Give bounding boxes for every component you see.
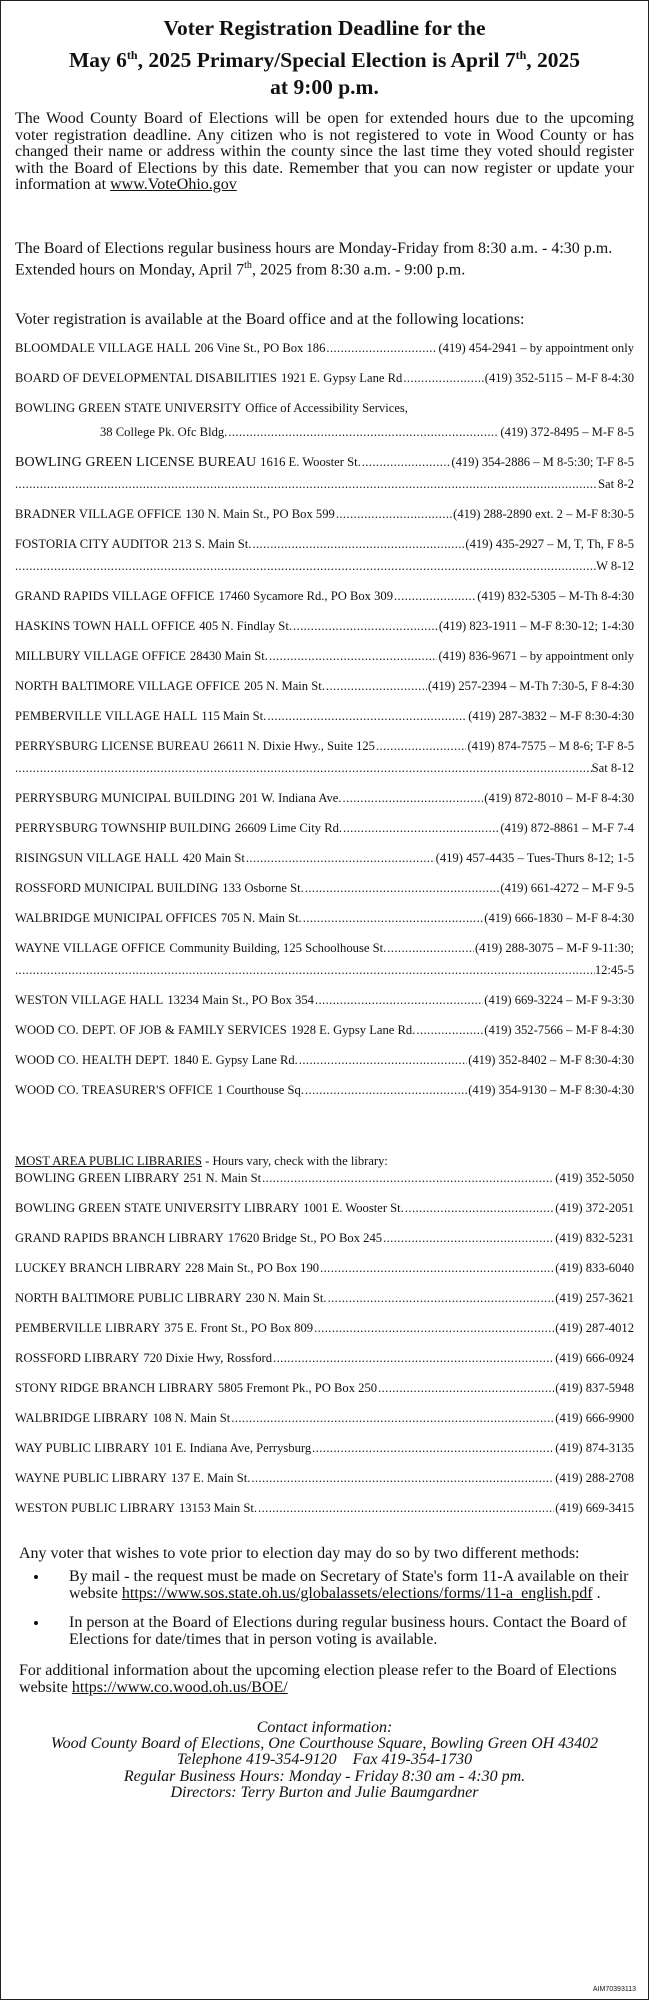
location-address: 26609 Lime City Rd. <box>235 820 343 835</box>
location-address: 1616 E. Wooster St. <box>260 454 361 469</box>
dot-leader <box>15 559 596 574</box>
library-address: 108 N. Main St <box>152 1410 231 1425</box>
location-name: WOOD CO. DEPT. OF JOB & FAMILY SERVICES <box>15 1022 287 1037</box>
library-name: WESTON PUBLIC LIBRARY <box>15 1500 176 1515</box>
location-item <box>15 941 634 963</box>
dot-leader <box>383 1231 554 1246</box>
library-name: WALBRIDGE LIBRARY <box>15 1410 149 1425</box>
location-hours-continued <box>15 477 634 507</box>
dot-leader <box>312 1441 554 1456</box>
dot-leader <box>231 1411 554 1426</box>
library-address: 1001 E. Wooster St. <box>303 1200 404 1215</box>
vote-by-mail-item: • By mail - the request must be made on Secretary of State's form 11-A available on their website https://www.sos.state.oh.us/globalassets/elections/forms/11-a_english.pdf . <box>49 1568 630 1602</box>
vote-in-person-item: • In person at the Board of Elections during regular business hours. Contact the Board of Elections for date/times that in person voting is available. <box>49 1614 630 1648</box>
contact-directors: Directors: Terry Burton and Julie Baumgardner <box>170 1783 479 1801</box>
location-hours-continued <box>15 761 634 791</box>
location-item <box>15 589 634 619</box>
library-item <box>15 1291 634 1321</box>
location-name: BLOOMDALE VILLAGE HALL <box>15 340 191 355</box>
location-item <box>15 1023 634 1053</box>
location-name: NORTH BALTIMORE VILLAGE OFFICE <box>15 678 241 693</box>
dot-leader <box>326 341 437 356</box>
location-name: WOOD CO. HEALTH DEPT. <box>15 1052 170 1067</box>
dot-leader <box>269 649 438 664</box>
more-info-paragraph: For additional information about the upcoming election please refer to the Board of Elections website https://www.co.wood.oh.us/BOE/ <box>19 1661 617 1696</box>
location-item <box>15 537 634 559</box>
location-address: 133 Osborne St. <box>222 880 304 895</box>
location-address: 213 S. Main St. <box>172 536 252 551</box>
location-item <box>15 401 634 425</box>
dot-leader <box>228 425 499 440</box>
dot-leader <box>362 455 451 470</box>
location-item <box>15 679 634 709</box>
location-name: PERRYSBURG TOWNSHIP BUILDING <box>15 820 231 835</box>
dot-leader <box>293 619 438 634</box>
location-name: PERRYSBURG MUNICIPAL BUILDING <box>15 790 236 805</box>
location-item <box>15 821 634 851</box>
library-phone: (419) 257-3621 <box>555 1290 634 1305</box>
library-name: LUCKEY BRANCH LIBRARY <box>15 1260 182 1275</box>
location-hours-extra: 12:45-5 <box>594 962 634 977</box>
boe-website-link[interactable]: https://www.co.wood.oh.us/BOE/ <box>71 1678 288 1696</box>
libraries-list <box>15 1171 634 1531</box>
location-name: BOWLING GREEN LICENSE BUREAU <box>15 454 257 470</box>
location-item <box>15 739 634 761</box>
dot-leader <box>394 589 476 604</box>
location-address: 17460 Sycamore Rd., PO Box 309 <box>218 588 393 603</box>
location-item-continued <box>15 425 634 455</box>
location-address: 13234 Main St., PO Box 354 <box>167 992 314 1007</box>
location-address: 405 N. Findlay St. <box>199 618 292 633</box>
library-item <box>15 1351 634 1381</box>
library-phone: (419) 837-5948 <box>555 1380 634 1395</box>
location-phone-hours: (419) 354-9130 – M-F 8:30-4:30 <box>468 1082 634 1097</box>
dot-leader <box>387 941 474 956</box>
dot-leader <box>252 537 464 552</box>
location-phone-hours: (419) 288-3075 – M-F 9-11:30; <box>474 940 634 955</box>
title-line-1: Voter Registration Deadline for the <box>163 16 486 40</box>
location-item <box>15 619 634 649</box>
location-name: HASKINS TOWN HALL OFFICE <box>15 618 196 633</box>
location-item <box>15 1053 634 1083</box>
location-item <box>15 507 634 537</box>
library-address: 228 Main St., PO Box 190 <box>185 1260 320 1275</box>
location-item <box>15 993 634 1023</box>
form-11a-link[interactable]: https://www.sos.state.oh.us/globalassets/elections/forms/11-a_english.pdf <box>121 1584 593 1602</box>
location-item <box>15 851 634 881</box>
location-name: WESTON VILLAGE HALL <box>15 992 164 1007</box>
early-voting-methods <box>19 1568 630 1648</box>
registration-locations-list <box>15 341 634 1113</box>
location-phone-hours: (419) 352-5115 – M-F 8-4:30 <box>484 370 634 385</box>
location-address: Community Building, 125 Schoolhouse St. <box>169 940 387 955</box>
library-item <box>15 1411 634 1441</box>
location-address-line-2: 38 College Pk. Ofc Bldg. <box>100 424 228 439</box>
location-phone-hours: (419) 872-8861 – M-F 7-4 <box>500 820 634 835</box>
library-phone: (419) 669-3415 <box>555 1500 634 1515</box>
location-phone-hours: (419) 454-2941 – by appointment only <box>438 340 634 355</box>
location-phone-hours: (419) 457-4435 – Tues-Thurs 8-12; 1-5 <box>435 850 634 865</box>
dot-leader <box>403 371 483 386</box>
location-address: 705 N. Main St. <box>220 910 302 925</box>
location-item <box>15 371 634 401</box>
location-address: 420 Main St <box>182 850 245 865</box>
location-name: WALBRIDGE MUNICIPAL OFFICES <box>15 910 217 925</box>
location-address: 1928 E. Gypsy Lane Rd. <box>290 1022 416 1037</box>
dot-leader <box>328 1291 555 1306</box>
library-phone: (419) 372-2051 <box>555 1200 634 1215</box>
location-name: PEMBERVILLE VILLAGE HALL <box>15 708 198 723</box>
location-hours-extra: Sat 8-12 <box>591 760 634 775</box>
libraries-heading: MOST AREA PUBLIC LIBRARIES - Hours vary, check with the library: <box>15 1153 388 1168</box>
location-phone-hours: (419) 666-1830 – M-F 8-4:30 <box>484 910 634 925</box>
library-name: BOWLING GREEN STATE UNIVERSITY LIBRARY <box>15 1200 300 1215</box>
location-phone-hours: (419) 352-8402 – M-F 8:30-4:30 <box>468 1052 634 1067</box>
dot-leader <box>299 1053 467 1068</box>
library-address: 17620 Bridge St., PO Box 245 <box>227 1230 383 1245</box>
dot-leader <box>273 1351 554 1366</box>
location-item <box>15 1083 634 1113</box>
library-name: WAYNE PUBLIC LIBRARY <box>15 1470 167 1485</box>
availability-text: Voter registration is available at the Board office and at the following locations: <box>15 310 525 328</box>
dot-leader <box>15 761 592 776</box>
location-address: 1840 E. Gypsy Lane Rd. <box>173 1052 298 1067</box>
dot-leader <box>262 1171 554 1186</box>
intro-paragraph: The Wood County Board of Elections will be open for extended hours due to the upcoming voter registration deadline. Any citizen who is not registered to vote in Wood County or has changed their name or address within the county since the last time they voted should register with the Board of Elections by this date. Remember that you can now register or update your information at www.VoteOhio.gov <box>15 110 634 194</box>
library-address: 720 Dixie Hwy, Rossford <box>143 1350 273 1365</box>
ad-code: AIM70393113 <box>592 1986 636 1993</box>
location-name: WOOD CO. TREASURER'S OFFICE <box>15 1082 213 1097</box>
dot-leader <box>251 1471 554 1486</box>
location-phone-hours: (419) 372-8495 – M-F 8-5 <box>500 424 634 439</box>
library-address: 101 E. Indiana Ave, Perrysburg <box>153 1440 312 1455</box>
dot-leader <box>405 1201 554 1216</box>
location-address: 205 N. Main St. <box>244 678 325 693</box>
dot-leader <box>303 911 484 926</box>
library-address: 13153 Main St. <box>179 1500 258 1515</box>
location-name: PERRYSBURG LICENSE BUREAU <box>15 738 210 753</box>
library-item <box>15 1471 634 1501</box>
voteohio-link[interactable]: www.VoteOhio.gov <box>110 176 237 194</box>
dot-leader <box>320 1261 554 1276</box>
library-item <box>15 1321 634 1351</box>
dot-leader <box>258 1501 554 1516</box>
library-item <box>15 1231 634 1261</box>
location-phone-hours: (419) 836-9671 – by appointment only <box>438 648 634 663</box>
library-name: NORTH BALTIMORE PUBLIC LIBRARY <box>15 1290 242 1305</box>
dot-leader <box>305 1083 467 1098</box>
library-address: 5805 Fremont Pk., PO Box 250 <box>217 1380 378 1395</box>
early-voting-section <box>15 1545 634 1648</box>
early-voting-intro: Any voter that wishes to vote prior to election day may do so by two different methods: <box>19 1544 580 1562</box>
location-address: 26611 N. Dixie Hwy., Suite 125 <box>213 738 375 753</box>
library-phone: (419) 666-9900 <box>555 1410 634 1425</box>
library-address: 375 E. Front St., PO Box 809 <box>164 1320 314 1335</box>
page-title <box>15 15 634 101</box>
location-address: 130 N. Main St., PO Box 599 <box>185 506 335 521</box>
library-item <box>15 1201 634 1231</box>
dot-leader <box>305 881 500 896</box>
location-phone-hours: (419) 287-3832 – M-F 8:30-4:30 <box>468 708 634 723</box>
library-item <box>15 1171 634 1201</box>
dot-leader <box>15 477 598 492</box>
library-address: 230 N. Main St. <box>245 1290 327 1305</box>
contact-block <box>15 1720 634 1801</box>
location-address: 206 Vine St., PO Box 186 <box>194 340 326 355</box>
library-name: GRAND RAPIDS BRANCH LIBRARY <box>15 1230 224 1245</box>
contact-heading: Contact information: <box>256 1718 393 1736</box>
location-name: BOARD OF DEVELOPMENTAL DISABILITIES <box>15 370 277 385</box>
library-phone: (419) 832-5231 <box>555 1230 634 1245</box>
library-name: WAY PUBLIC LIBRARY <box>15 1440 150 1455</box>
location-hours-continued <box>15 963 634 993</box>
location-address: 115 Main St. <box>201 708 267 723</box>
location-address: Office of Accessibility Services, <box>245 400 408 415</box>
location-name: BOWLING GREEN STATE UNIVERSITY <box>15 400 242 415</box>
location-name: ROSSFORD MUNICIPAL BUILDING <box>15 880 219 895</box>
location-phone-hours: (419) 354-2886 – M 8-5:30; T-F 8-5 <box>451 454 634 469</box>
location-name: FOSTORIA CITY AUDITOR <box>15 536 169 551</box>
location-phone-hours: (419) 288-2890 ext. 2 – M-F 8:30-5 <box>453 506 634 521</box>
library-phone: (419) 352-5050 <box>555 1170 634 1185</box>
library-name: BOWLING GREEN LIBRARY <box>15 1170 180 1185</box>
library-phone: (419) 287-4012 <box>555 1320 634 1335</box>
location-phone-hours: (419) 823-1911 – M-F 8:30-12; 1-4:30 <box>438 618 634 633</box>
contact-address: Wood County Board of Elections, One Courthouse Square, Bowling Green OH 43402 <box>50 1735 599 1753</box>
library-item <box>15 1441 634 1471</box>
location-phone-hours: (419) 257-2394 – M-Th 7:30-5, F 8-4:30 <box>427 678 634 693</box>
library-name: PEMBERVILLE LIBRARY <box>15 1320 161 1335</box>
library-item <box>15 1501 634 1531</box>
location-phone-hours: (419) 352-7566 – M-F 8-4:30 <box>484 1022 634 1037</box>
dot-leader <box>15 963 595 978</box>
location-hours-continued <box>15 559 634 589</box>
library-name: ROSSFORD LIBRARY <box>15 1350 140 1365</box>
library-phone: (419) 666-0924 <box>555 1350 634 1365</box>
location-item <box>15 911 634 941</box>
location-item <box>15 709 634 739</box>
title-line-2: May 6th, 2025 Primary/Special Election is April 7th, 2025 <box>68 48 581 73</box>
dot-leader <box>246 851 435 866</box>
dot-leader <box>378 1381 554 1396</box>
dot-leader <box>416 1023 483 1038</box>
dot-leader <box>376 739 467 754</box>
contact-hours: Regular Business Hours: Monday - Friday 8:30 am - 4:30 pm. <box>123 1767 526 1785</box>
location-address: 1921 E. Gypsy Lane Rd <box>280 370 403 385</box>
location-name: WAYNE VILLAGE OFFICE <box>15 940 166 955</box>
dot-leader <box>336 507 452 522</box>
location-name: GRAND RAPIDS VILLAGE OFFICE <box>15 588 215 603</box>
location-hours-extra: Sat 8-2 <box>597 476 634 491</box>
location-name: RISINGSUN VILLAGE HALL <box>15 850 179 865</box>
library-phone: (419) 288-2708 <box>555 1470 634 1485</box>
location-address: 1 Courthouse Sq. <box>216 1082 304 1097</box>
title-line-3: at 9:00 p.m. <box>270 75 379 100</box>
library-address: 137 E. Main St. <box>170 1470 251 1485</box>
library-item <box>15 1381 634 1411</box>
location-item <box>15 341 634 371</box>
location-item <box>15 881 634 911</box>
library-item <box>15 1261 634 1291</box>
library-phone: (419) 874-3135 <box>555 1440 634 1455</box>
location-phone-hours: (419) 874-7575 – M 8-6; T-F 8-5 <box>467 738 634 753</box>
location-item <box>15 791 634 821</box>
library-address: 251 N. Main St <box>183 1170 262 1185</box>
location-phone-hours: (419) 661-4272 – M-F 9-5 <box>500 880 634 895</box>
dot-leader <box>314 1321 554 1336</box>
dot-leader <box>267 709 467 724</box>
location-hours-extra: W 8-12 <box>596 558 634 573</box>
library-phone: (419) 833-6040 <box>555 1260 634 1275</box>
location-address: 28430 Main St. <box>189 648 268 663</box>
location-phone-hours: (419) 435-2927 – M, T, Th, F 8-5 <box>465 536 634 551</box>
business-hours-paragraph: The Board of Elections regular business hours are Monday-Friday from 8:30 a.m. - 4:30 p.m. Extended hours on Monday, April 7th, 2025 from 8:30 a.m. - 9:00 p.m. <box>15 239 613 278</box>
location-address: 201 W. Indiana Ave. <box>239 790 342 805</box>
location-item <box>15 649 634 679</box>
dot-leader <box>315 993 483 1008</box>
location-phone-hours: (419) 872-8010 – M-F 8-4:30 <box>484 790 634 805</box>
library-name: STONY RIDGE BRANCH LIBRARY <box>15 1380 214 1395</box>
dot-leader <box>343 821 499 836</box>
location-phone-hours: (419) 669-3224 – M-F 9-3:30 <box>484 992 634 1007</box>
dot-leader <box>343 791 484 806</box>
location-name: BRADNER VILLAGE OFFICE <box>15 506 182 521</box>
location-name: MILLBURY VILLAGE OFFICE <box>15 648 186 663</box>
contact-phones: Telephone 419-354-9120 Fax 419-354-1730 <box>176 1751 473 1769</box>
location-item <box>15 455 634 477</box>
location-phone-hours: (419) 832-5305 – M-Th 8-4:30 <box>477 588 634 603</box>
dot-leader <box>326 679 427 694</box>
